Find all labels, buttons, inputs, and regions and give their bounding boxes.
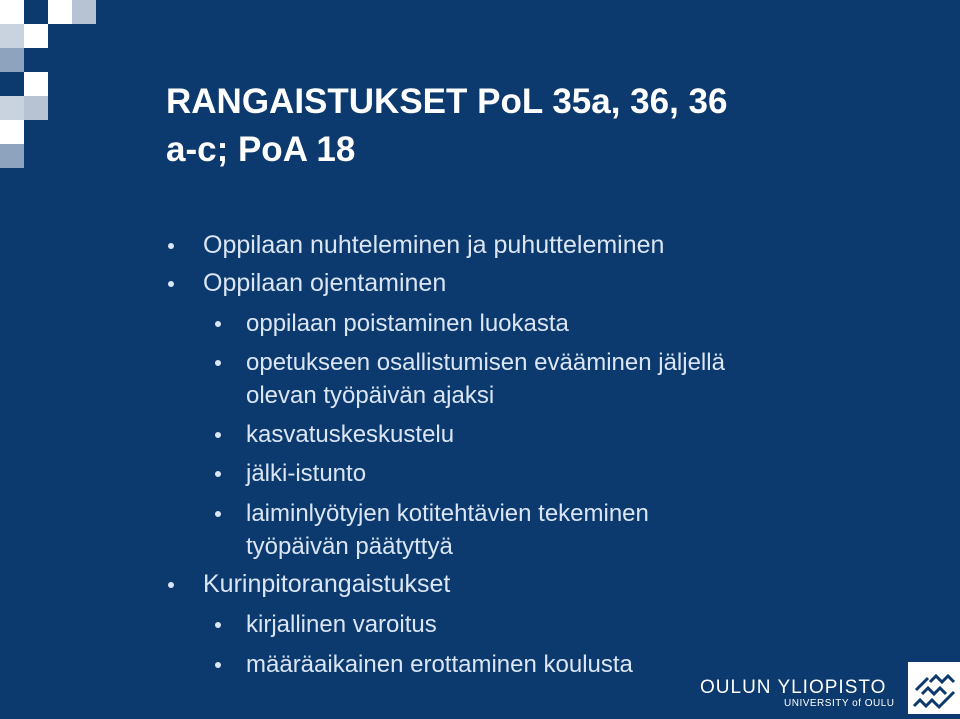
bullet-text: Oppilaan ojentaminen [203, 269, 447, 297]
bullet-text: oppilaan poistaminen luokasta [246, 310, 569, 337]
bullet-text: Oppilaan nuhteleminen ja puhutteleminen [203, 231, 665, 259]
sub-bullet-item [246, 418, 454, 451]
university-name: OULUN YLIOPISTO [700, 677, 887, 698]
bullet-text: laiminlyötyjen kotitehtävien tekeminen [246, 500, 649, 527]
university-seal-icon [908, 662, 960, 714]
bullet-dot-icon [168, 243, 174, 249]
bullet-text-continuation: olevan työpäivän ajaksi [246, 382, 495, 409]
bullet-text: määräaikainen erottaminen koulusta [246, 651, 633, 678]
sub-bullet-item [246, 497, 649, 563]
slide-title [166, 78, 886, 174]
bullet-dot-icon [215, 321, 221, 327]
bullet-item [203, 568, 450, 601]
bullet-text: kirjallinen varoitus [246, 611, 437, 638]
bullet-dot-icon [215, 662, 221, 668]
sub-bullet-item [246, 648, 633, 681]
bullet-text: kasvatuskeskustelu [246, 421, 455, 448]
bullet-dot-icon [215, 511, 221, 517]
sub-bullet-item [246, 608, 437, 641]
bullet-text-continuation: työpäivän päätyttyä [246, 533, 453, 560]
university-subtitle: UNIVERSITY of OULU [784, 698, 895, 709]
bullet-text: opetukseen osallistumisen evääminen jäljellä [246, 349, 725, 376]
bullet-item [203, 267, 446, 300]
bullet-dot-icon [215, 471, 221, 477]
bullet-dot-icon [168, 582, 174, 588]
bullet-dot-icon [168, 281, 174, 287]
bullet-dot-icon [215, 432, 221, 438]
bullet-dot-icon [215, 360, 221, 366]
bullet-dot-icon [215, 622, 221, 628]
bullet-text: Kurinpitorangaistukset [203, 570, 451, 598]
slide-title-line-1: RANGAISTUKSET PoL 35a, 36, 36 [166, 82, 728, 121]
sub-bullet-item [246, 346, 725, 412]
sub-bullet-item [246, 307, 569, 340]
bullet-text: jälki-istunto [246, 460, 367, 487]
sub-bullet-item [246, 457, 366, 490]
slide-title-line-2: a-c; PoA 18 [166, 130, 356, 169]
bullet-item [203, 229, 664, 262]
